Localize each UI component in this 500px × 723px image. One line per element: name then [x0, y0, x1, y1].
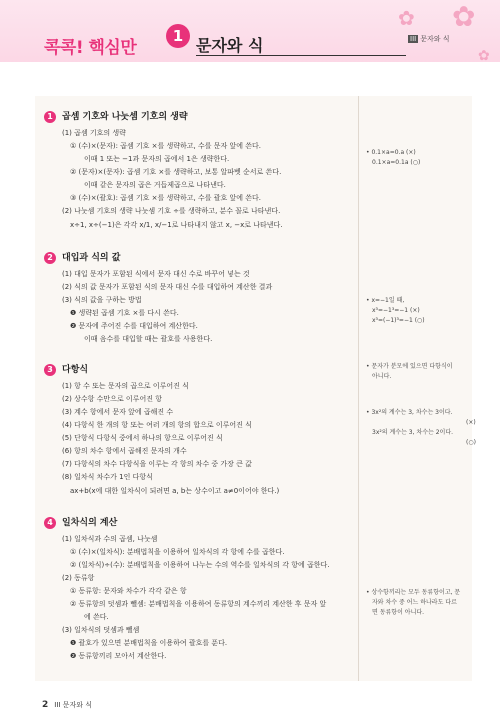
text-line: (1) 항 수 또는 문자의 곱으로 이루어진 식 [62, 382, 189, 390]
text-line: (1) 대입 문자가 포함된 식에서 문자 대신 수로 바꾸어 넣는 것 [62, 270, 250, 278]
text-line: (8) 일차식 차수가 1인 다항식 [62, 473, 153, 481]
text-line: ② (일차식)÷(수): 분배법칙을 이용하여 나누는 수의 역수를 일차식의 각 항에 곱한다. [70, 561, 330, 569]
text-line: (2) 상수항 수만으로 이루어진 항 [62, 395, 162, 403]
text-line: (3) 계수 항에서 문자 앞에 곱해진 수 [62, 408, 174, 416]
text-line: (4) 다항식 한 개의 항 또는 여러 개의 항의 합으로 이루어진 식 [62, 421, 252, 429]
text-line: x÷1, x÷(−1)은 각각 x/1, x/−1로 나타내지 않고 x, −x로 나타낸다. [70, 221, 283, 229]
side-note: • 3x²의 계수는 3, 차수는 3이다. (×) 3x²의 계수는 3, 차수는 2이다. (○) [366, 409, 476, 446]
chapter-title: 문자와 식 [196, 36, 264, 55]
text-line: ② 동류항의 덧셈과 뺄셈: 분배법칙을 이용하여 동류항의 계수끼리 계산한 후 문자 앞 [70, 600, 327, 608]
text-line: ① (수)×(일차식): 분배법칙을 이용하여 일차식의 각 항에 수를 곱한다. [70, 548, 285, 556]
text-line: 이때 1 또는 −1과 문자의 곱에서 1은 생략한다. [84, 155, 230, 163]
text-line: ❶ 괄호가 있으면 분배법칙을 이용하여 괄호를 푼다. [70, 639, 228, 647]
section-heading: 1 곱셈 기호와 나눗셈 기호의 생략 [44, 109, 188, 123]
text-line: ❷ 문자에 주어진 수를 대입하여 계산한다. [70, 322, 198, 330]
text-line: ① (수)×(문자): 곱셈 기호 ×를 생략하고, 수를 문자 앞에 쓴다. [70, 142, 262, 150]
text-line: (1) 일차식과 수의 곱셈, 나눗셈 [62, 535, 158, 543]
text-line: 에 쓴다. [84, 613, 109, 621]
text-line: (6) 항의 차수 항에서 곱해진 문자의 개수 [62, 447, 187, 455]
side-note: • 0.1×a=0.a (×) 0.1×a=0.1a (○) [366, 149, 421, 166]
text-line: (2) 동류항 [62, 574, 95, 582]
text-line: (3) 일차식의 덧셈과 뺄셈 [62, 626, 140, 634]
flower-icon: ✿ [398, 6, 415, 30]
text-line: ❶ 생략된 곱셈 기호 ×를 다시 쓴다. [70, 309, 179, 317]
text-line: 이때 같은 문자의 곱은 거듭제곱으로 나타낸다. [84, 181, 226, 189]
section-heading: 3 다항식 [44, 362, 88, 376]
text-line: ② (문자)×(문자): 곱셈 기호 ×를 생략하고, 보통 알파벳 순서로 쓴다. [70, 168, 282, 176]
text-line: ❷ 동류항끼리 모아서 계산한다. [70, 652, 167, 660]
side-note: • 문자가 분모에 있으면 다항식이 아니다. [366, 363, 453, 380]
note-divider [358, 96, 359, 681]
text-line: (2) 식의 값 문자가 포함된 식의 문자 대신 수를 대입하여 계산한 결과 [62, 283, 273, 291]
section-heading: 4 일차식의 계산 [44, 515, 117, 529]
chapter-tag: III 문자와 식 [410, 35, 450, 43]
chapter-number-badge: 1 [166, 24, 190, 48]
flower-icon: ✿ [478, 48, 490, 64]
flower-icon: ✿ [452, 0, 476, 33]
page-footer: 2 III 문자와 식 [42, 700, 92, 710]
side-note: • x=−1일 때, x³=−1³=−1 (×) x³=(−1)³=−1 (○) [366, 297, 425, 324]
section-heading: 2 대입과 식의 값 [44, 250, 120, 264]
text-line: (3) 식의 값을 구하는 방법 [62, 296, 142, 304]
text-line: (2) 나눗셈 기호의 생략 나눗셈 기호 ÷를 생략하고, 분수 꼴로 나타낸다. [62, 207, 281, 215]
text-line: ax+b(x에 대한 일차식이 되려면 a, b는 상수이고 a≠0이어야 한다.) [70, 487, 280, 495]
side-note: • 상수항끼리는 모두 동류항이고, 문 자와 차수 중 어느 하나라도 다르 면 동류항이 아니다. [366, 589, 461, 616]
text-line: (1) 곱셈 기호의 생략 [62, 129, 126, 137]
brand-title: 콕콕! 핵심만 [44, 38, 137, 58]
text-line: (7) 다항식의 차수 다항식을 이루는 각 항의 차수 중 가장 큰 값 [62, 460, 252, 468]
text-line: ① 동류항: 문자와 차수가 각각 같은 항 [70, 587, 187, 595]
text-line: (5) 단항식 다항식 중에서 하나의 항으로 이루어진 식 [62, 434, 223, 442]
text-line: 이때 음수를 대입할 때는 괄호를 사용한다. [84, 335, 213, 343]
text-line: ③ (수)×(괄호): 곱셈 기호 ×를 생략하고, 수를 괄호 앞에 쓴다. [70, 194, 262, 202]
